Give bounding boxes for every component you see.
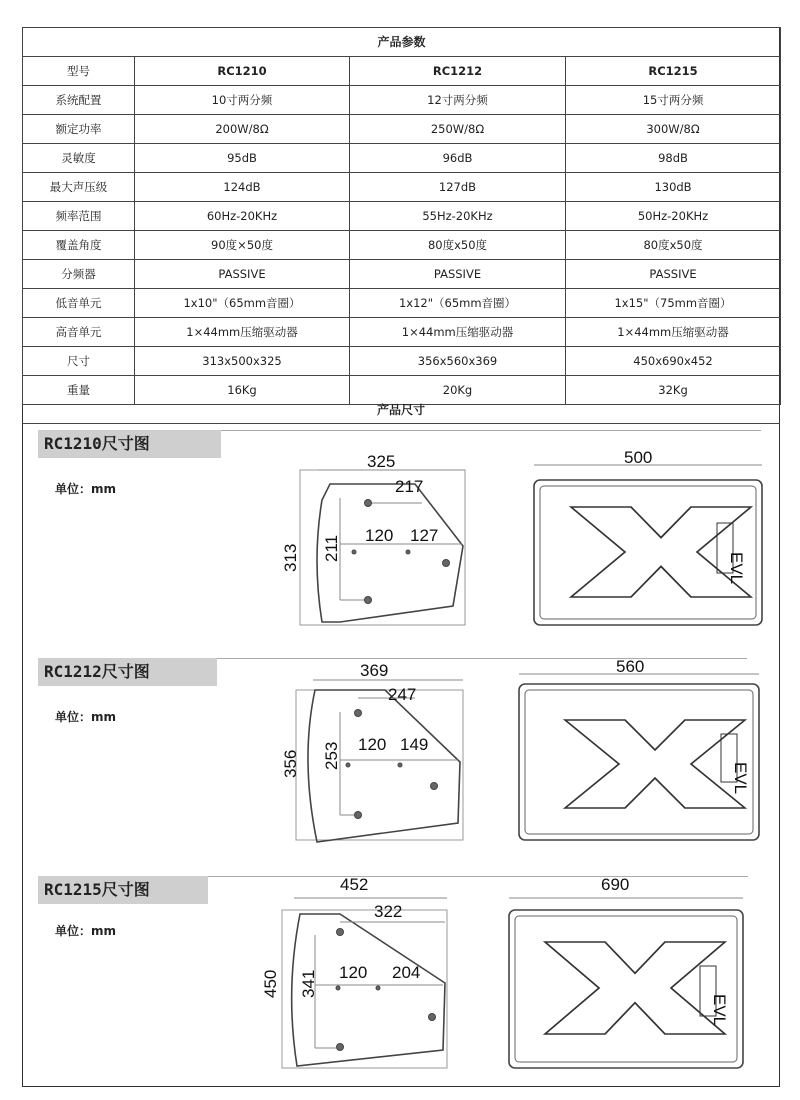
cell-value: 15寸两分频: [566, 86, 781, 115]
cell-value: 95dB: [135, 144, 350, 173]
dim-inner-height: 211: [322, 534, 341, 562]
cell-value: 80度x50度: [350, 231, 566, 260]
header-label: 型号: [23, 57, 135, 86]
logo-text: EVL: [727, 552, 746, 585]
logo-text: EVL: [710, 994, 729, 1027]
cell-value: 96dB: [350, 144, 566, 173]
cell-value: 55Hz-20KHz: [350, 202, 566, 231]
cell-value: 12寸两分频: [350, 86, 566, 115]
dim-depth: 452: [340, 875, 369, 894]
dim-width: 690: [601, 875, 630, 894]
cell-value: 16Kg: [135, 376, 350, 405]
cell-value: 1x10"（65mm音圈）: [135, 289, 350, 318]
cell-value: 60Hz-20KHz: [135, 202, 350, 231]
dim-a: 120: [365, 526, 394, 545]
cell-value: 313x500x325: [135, 347, 350, 376]
dim-b: 127: [410, 526, 439, 545]
row-label: 系统配置: [23, 86, 135, 115]
row-label: 低音单元: [23, 289, 135, 318]
row-label: 尺寸: [23, 347, 135, 376]
cell-value: 450x690x452: [566, 347, 781, 376]
cell-value: 130dB: [566, 173, 781, 202]
row-label: 高音单元: [23, 318, 135, 347]
params-title: 产品参数: [23, 28, 781, 57]
cell-value: 98dB: [566, 144, 781, 173]
cell-value: 1x12"（65mm音圈）: [350, 289, 566, 318]
unit-label: 单位：mm: [55, 924, 117, 938]
row-label: 频率范围: [23, 202, 135, 231]
cell-value: 124dB: [135, 173, 350, 202]
rc1212-front-view: [519, 674, 759, 840]
dim-height: 356: [281, 749, 300, 778]
dimensions-title: 产品尺寸: [22, 396, 780, 424]
cell-value: 90度×50度: [135, 231, 350, 260]
cell-value: 300W/8Ω: [566, 115, 781, 144]
dim-top: 322: [374, 902, 403, 921]
rc1215-front-view: [509, 898, 743, 1068]
model-header: RC1212: [350, 57, 566, 86]
cell-value: 1x15"（75mm音圈）: [566, 289, 781, 318]
dim-a: 120: [358, 735, 387, 754]
dim-top: 217: [395, 477, 424, 496]
dim-inner-height: 253: [322, 741, 341, 770]
model-header: RC1210: [135, 57, 350, 86]
cell-value: 80度x50度: [566, 231, 781, 260]
cell-value: 356x560x369: [350, 347, 566, 376]
cell-value: 200W/8Ω: [135, 115, 350, 144]
row-label: 覆盖角度: [23, 231, 135, 260]
dim-height: 313: [281, 543, 300, 572]
dim-width: 500: [624, 448, 653, 467]
cell-value: 127dB: [350, 173, 566, 202]
unit-label: 单位：mm: [55, 710, 117, 724]
cell-value: PASSIVE: [350, 260, 566, 289]
unit-label: 单位：mm: [55, 482, 117, 496]
row-label: 重量: [23, 376, 135, 405]
cell-value: 50Hz-20KHz: [566, 202, 781, 231]
cell-value: 250W/8Ω: [350, 115, 566, 144]
banner-rc1212: RC1212尺寸图: [38, 658, 217, 686]
cell-value: 1×44mm压缩驱动器: [350, 318, 566, 347]
dim-top: 247: [388, 685, 417, 704]
cell-value: 10寸两分频: [135, 86, 350, 115]
row-label: 额定功率: [23, 115, 135, 144]
cell-value: PASSIVE: [566, 260, 781, 289]
row-label: 灵敏度: [23, 144, 135, 173]
cell-value: 1×44mm压缩驱动器: [135, 318, 350, 347]
dim-height: 450: [261, 969, 280, 998]
dim-inner-height: 341: [299, 969, 318, 998]
banner-rc1215: RC1215尺寸图: [38, 876, 208, 904]
cell-value: PASSIVE: [135, 260, 350, 289]
dim-depth: 369: [360, 661, 389, 680]
cell-value: 32Kg: [566, 376, 781, 405]
row-label: 分频器: [23, 260, 135, 289]
dim-width: 560: [616, 657, 645, 676]
cell-value: 20Kg: [350, 376, 566, 405]
dim-b: 204: [392, 963, 421, 982]
dim-b: 149: [400, 735, 429, 754]
model-header: RC1215: [566, 57, 781, 86]
logo-text: EVL: [731, 762, 750, 795]
row-label: 最大声压级: [23, 173, 135, 202]
dim-depth: 325: [367, 452, 396, 471]
dim-a: 120: [339, 963, 368, 982]
cell-value: 1×44mm压缩驱动器: [566, 318, 781, 347]
banner-rc1210: RC1210尺寸图: [38, 430, 221, 458]
rc1210-front-view: [534, 465, 762, 625]
